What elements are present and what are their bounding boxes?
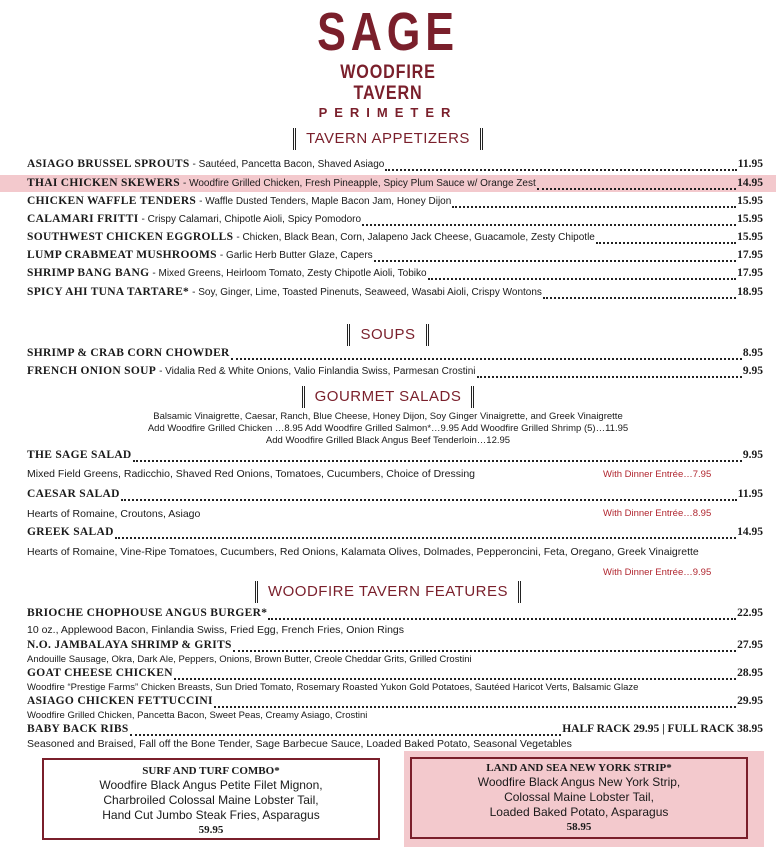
- item-description: Woodfire “Prestige Farms” Chicken Breasts, Sun Dried Tomato, Rosemary Roasted Yukon Gold Potatoes, Sautéed Haricot Verts, Balsamic Glaze: [27, 682, 639, 693]
- menu-item-row: SOUTHWEST CHICKEN EGGROLLS - Chicken, Black Bean, Corn, Jalapeno Jack Cheese, Guacamole, Zesty Chipotle 15.95: [27, 231, 763, 243]
- menu-item-row: GREEK SALAD 14.95: [27, 526, 763, 538]
- menu-item-row: ASIAGO CHICKEN FETTUCCINI 29.95: [27, 695, 763, 707]
- item-description: Woodfire Grilled Chicken, Pancetta Bacon, Sweet Peas, Creamy Asiago, Crostini: [27, 710, 368, 721]
- dinner-entree-price: With Dinner Entrée…8.95: [603, 508, 712, 519]
- menu-item-row: CAESAR SALAD 11.95: [27, 488, 763, 500]
- restaurant-subtitle-woodfire: WOODFIRE: [340, 62, 436, 83]
- item-description: Andouille Sausage, Okra, Dark Ale, Peppers, Onions, Brown Butter, Creole Cheddar Grits, Grilled Crostini: [27, 654, 472, 665]
- menu-item-row: GOAT CHEESE CHICKEN 28.95: [27, 667, 763, 679]
- menu-item-row: THE SAGE SALAD 9.95: [27, 449, 763, 461]
- menu-item-row: BRIOCHE CHOPHOUSE ANGUS BURGER* 22.95: [27, 607, 763, 619]
- restaurant-subtitle-tavern: TAVERN: [353, 83, 423, 104]
- item-description: Hearts of Romaine, Vine-Ripe Tomatoes, Cucumbers, Red Onions, Kalamata Olives, Dolmades, Pepperoncini, Feta, Oregano, Greek Vinaigrette: [27, 546, 699, 558]
- menu-item-row: SHRIMP BANG BANG - Mixed Greens, Heirloom Tomato, Zesty Chipotle Aioli, Tobiko 17.95: [27, 267, 763, 279]
- menu-item-row: SHRIMP & CRAB CORN CHOWDER 8.95: [27, 347, 763, 359]
- item-description: Seasoned and Braised, Fall off the Bone Tender, Sage Barbecue Sauce, Loaded Baked Potato, Seasonal Vegetables: [27, 738, 572, 750]
- menu-item-row: CHICKEN WAFFLE TENDERS - Waffle Dusted Tenders, Maple Bacon Jam, Honey Dijon 15.95: [27, 195, 763, 207]
- section-heading-appetizers: TAVERN APPETIZERS: [0, 128, 776, 150]
- menu-item-row: SPICY AHI TUNA TARTARE* - Soy, Ginger, Lime, Toasted Pinenuts, Seaweed, Wasabi Aioli, Crispy Wontons 18.95: [27, 286, 763, 298]
- menu-item-row: FRENCH ONION SOUP - Vidalia Red & White Onions, Valio Finlandia Swiss, Parmesan Crostini 9.95: [27, 365, 763, 377]
- combo-box-land-sea: LAND AND SEA NEW YORK STRIP* Woodfire Black Angus New York Strip, Colossal Maine Lobster Tail, Loaded Baked Potato, Asparagus 58.95: [410, 757, 748, 839]
- section-heading-soups: SOUPS: [0, 324, 776, 346]
- menu-item-row: BABY BACK RIBS HALF RACK 29.95 | FULL RACK 38.95: [27, 723, 763, 735]
- menu-item-row: N.O. JAMBALAYA SHRIMP & GRITS 27.95: [27, 639, 763, 651]
- restaurant-location: PERIMETER: [318, 105, 458, 120]
- restaurant-name: SAGE: [317, 2, 459, 62]
- menu-item-row: ASIAGO BRUSSEL SPROUTS - Sautéed, Pancetta Bacon, Shaved Asiago 11.95: [27, 158, 763, 170]
- menu-item-row: LUMP CRABMEAT MUSHROOMS - Garlic Herb Butter Glaze, Capers 17.95: [27, 249, 763, 261]
- dinner-entree-price: With Dinner Entrée…7.95: [603, 469, 712, 480]
- menu-item-row: CALAMARI FRITTI - Crispy Calamari, Chipotle Aioli, Spicy Pomodoro 15.95: [27, 213, 763, 225]
- item-description: Hearts of Romaine, Croutons, Asiago: [27, 508, 201, 520]
- section-heading-features: WOODFIRE TAVERN FEATURES: [0, 581, 776, 603]
- salad-dressings: Balsamic Vinaigrette, Caesar, Ranch, Blue Cheese, Honey Dijon, Soy Ginger Vinaigrette, and Greek Vinaigrette: [153, 411, 623, 422]
- salad-addons: Add Woodfire Grilled Chicken …8.95 Add Woodfire Grilled Salmon*…9.95 Add Woodfire Grilled Shrimp (5)…11.95: [147, 423, 629, 434]
- item-description: 10 oz., Applewood Bacon, Finlandia Swiss, Fried Egg, French Fries, Onion Rings: [27, 624, 405, 636]
- menu-item-row-highlighted: THAI CHICKEN SKEWERS - Woodfire Grilled Chicken, Fresh Pineapple, Spicy Plum Sauce w/ Orange Zest 14.95: [0, 175, 776, 192]
- salad-addons: Add Woodfire Grilled Black Angus Beef Tenderloin…12.95: [265, 435, 511, 446]
- section-heading-salads: GOURMET SALADS: [0, 386, 776, 408]
- dinner-entree-price: With Dinner Entrée…9.95: [603, 567, 712, 578]
- item-description: Mixed Field Greens, Radicchio, Shaved Red Onions, Tomatoes, Cucumbers, Choice of Dressing: [27, 468, 476, 480]
- combo-box-surf-turf: SURF AND TURF COMBO* Woodfire Black Angus Petite Filet Mignon, Charbroiled Colossal Maine Lobster Tail, Hand Cut Jumbo Steak Fries, Asparagus 59.95: [42, 758, 380, 840]
